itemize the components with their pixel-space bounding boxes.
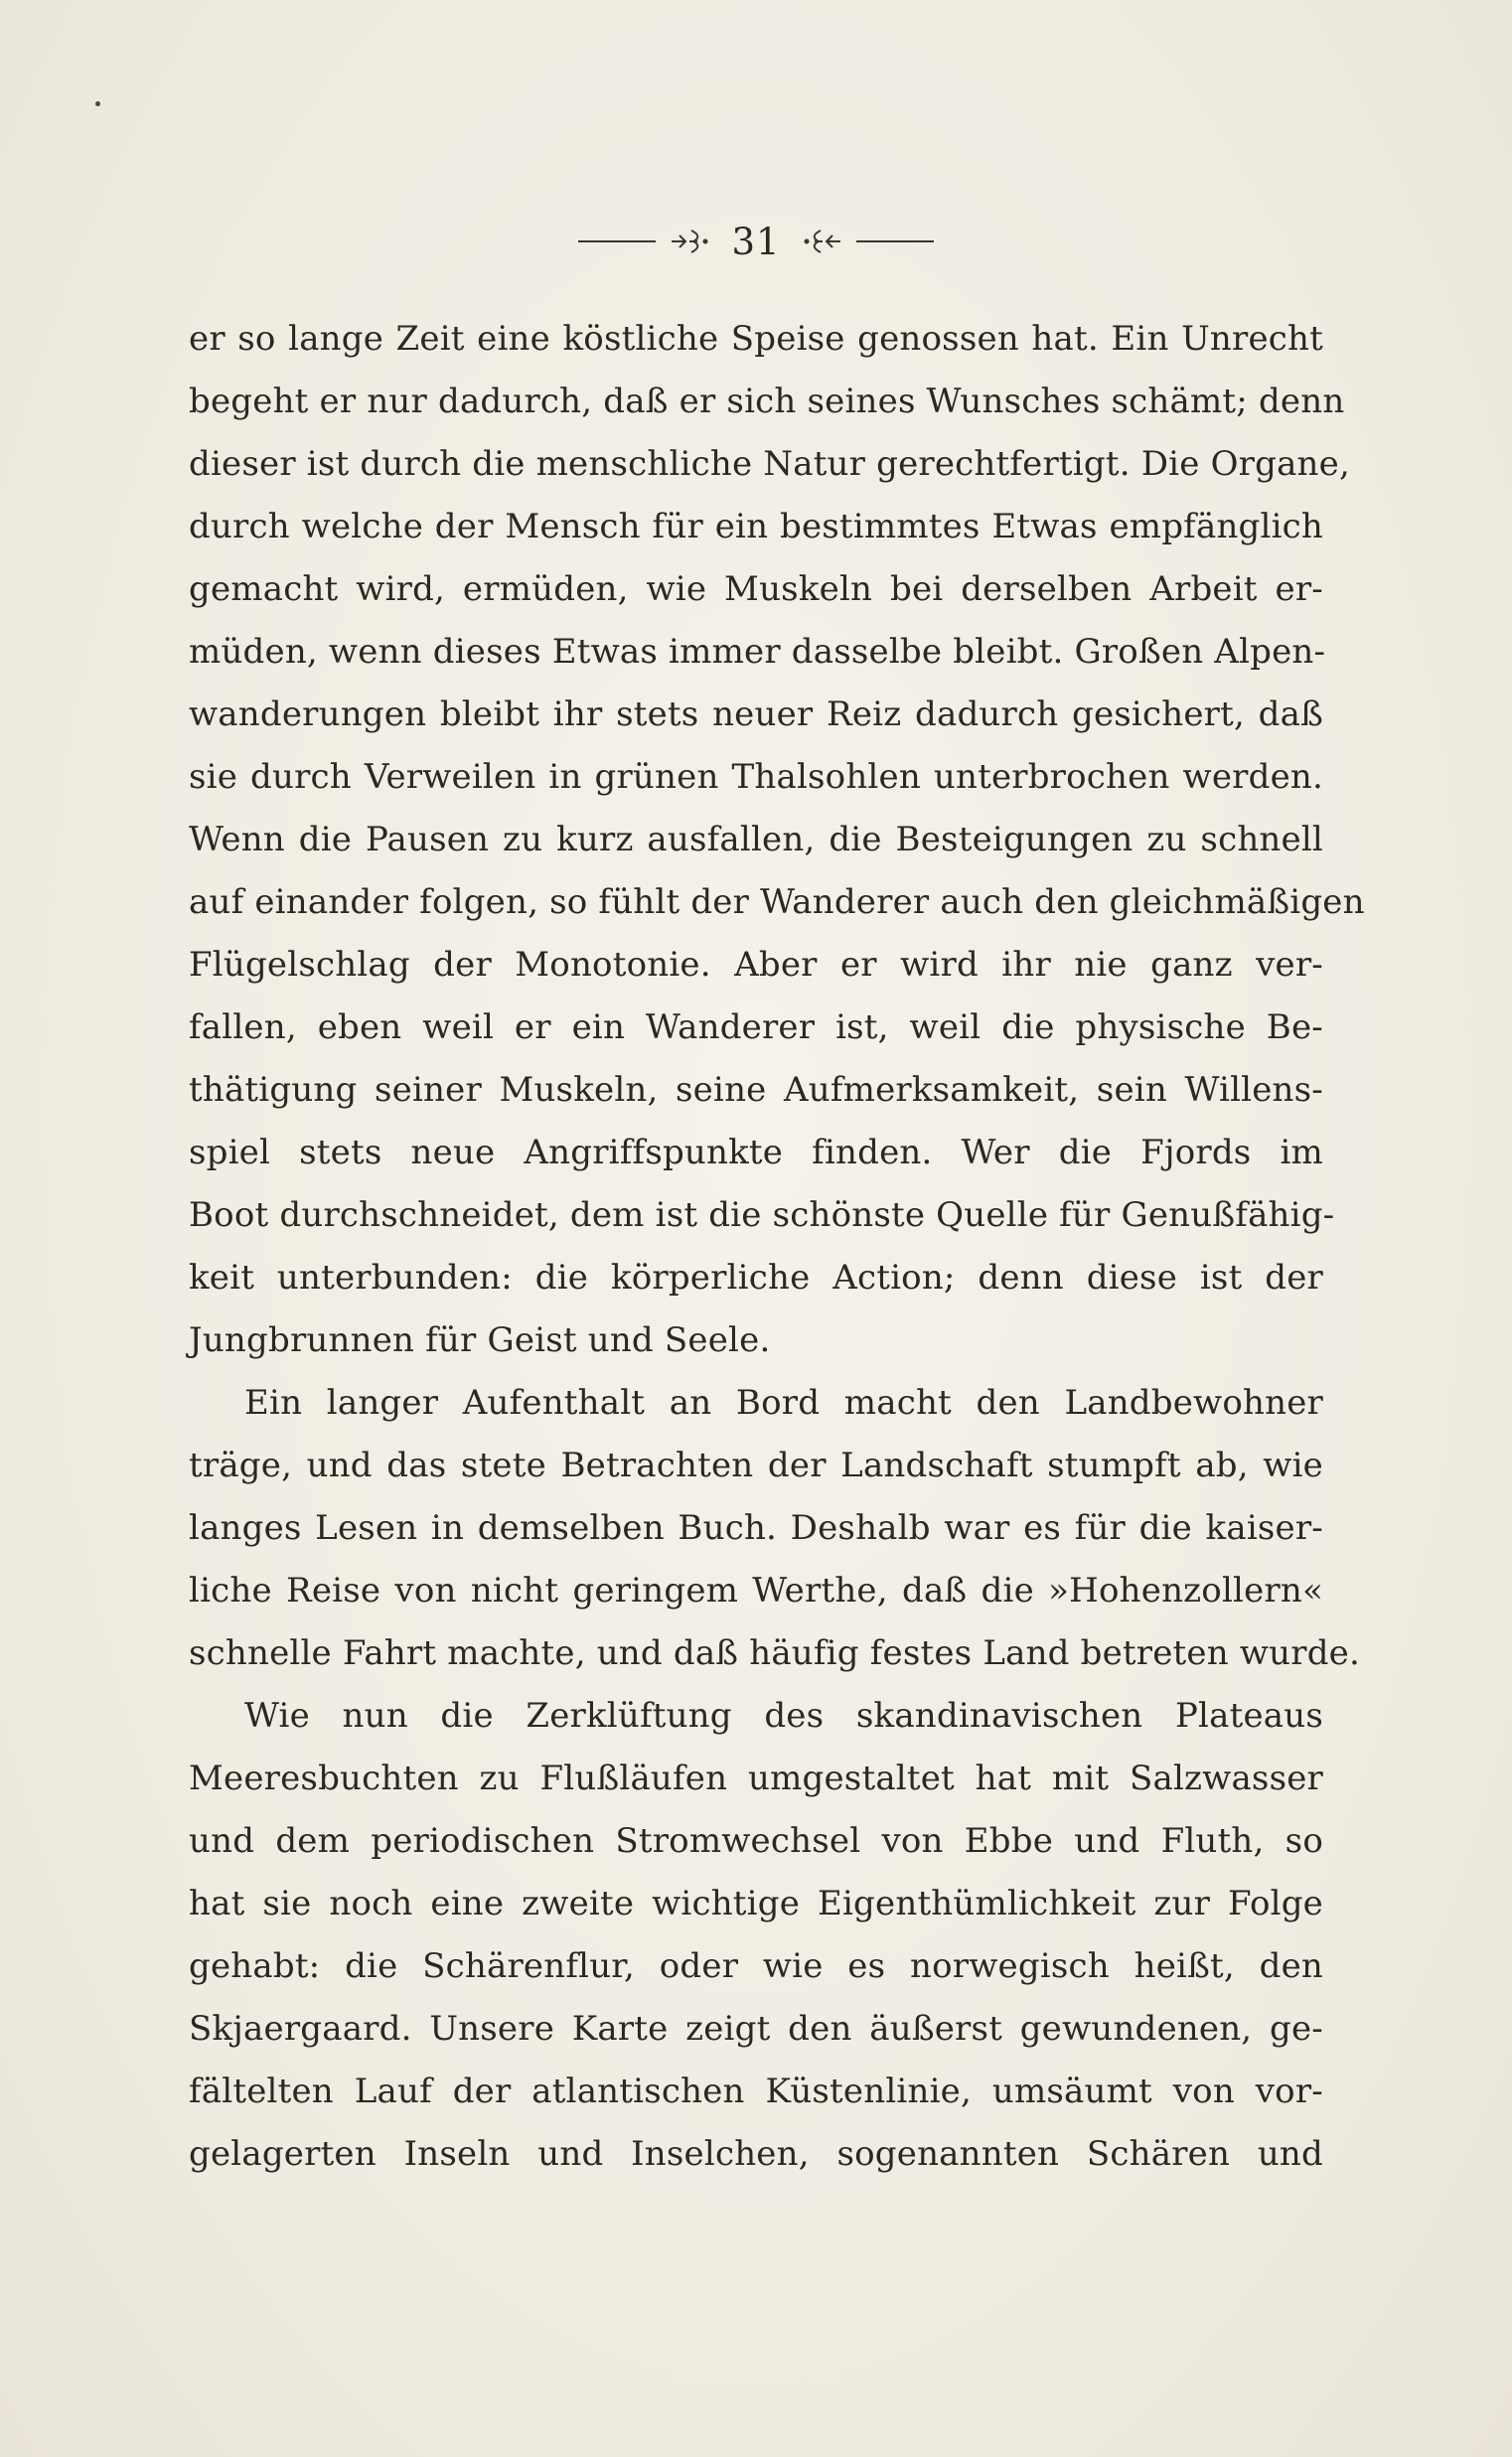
text-line: träge, und das stete Betrachten der Landschaft stumpft ab, wie: [189, 1446, 1323, 1485]
text-line: keit unterbunden: die körperliche Action; denn diese ist der: [189, 1258, 1323, 1298]
text-line: fältelten Lauf der atlantischen Küstenlinie, umsäumt von vor-: [189, 2072, 1323, 2111]
text-line: fallen, eben weil er ein Wanderer ist, weil die physische Be-: [189, 1007, 1323, 1047]
text-line: schnelle Fahrt machte, und daß häufig festes Land betreten wurde.: [189, 1633, 1360, 1673]
header-rule-left: [578, 240, 656, 242]
text-line: Boot durchschneidet, dem ist die schönste Quelle für Genußfähig-: [189, 1195, 1335, 1235]
page-header: [0, 217, 1512, 266]
text-line: hat sie noch eine zweite wichtige Eigenthümlichkeit zur Folge: [189, 1884, 1323, 1923]
text-line: thätigung seiner Muskeln, seine Aufmerksamkeit, sein Willens-: [189, 1070, 1323, 1110]
text-line: langes Lesen in demselben Buch. Deshalb war es für die kaiser-: [189, 1508, 1323, 1548]
text-line: er so lange Zeit eine köstliche Speise genossen hat. Ein Unrecht: [189, 319, 1323, 359]
text-line: Jungbrunnen für Geist und Seele.: [189, 1320, 771, 1360]
body-text: [189, 308, 1365, 2186]
text-line: Ein langer Aufenthalt an Bord macht den Landbewohner: [244, 1383, 1323, 1423]
text-line: Skjaergaard. Unsere Karte zeigt den äußerst gewundenen, ge-: [189, 2009, 1323, 2049]
text-line: begeht er nur dadurch, daß er sich seines Wunsches schämt; denn: [189, 382, 1345, 421]
text-line: müden, wenn dieses Etwas immer dasselbe bleibt. Großen Alpen-: [189, 632, 1326, 672]
text-line: spiel stets neue Angriffspunkte finden. Wer die Fjords im: [189, 1133, 1323, 1172]
text-line: gehabt: die Schärenflur, oder wie es norwegisch heißt, den: [189, 1946, 1323, 1986]
text-line: Wie nun die Zerklüftung des skandinavischen Plateaus: [244, 1696, 1323, 1736]
text-line: Meeresbuchten zu Flußläufen umgestaltet hat mit Salzwasser: [189, 1759, 1323, 1798]
text-line: liche Reise von nicht geringem Werthe, daß die »Hohenzollern«: [189, 1571, 1323, 1611]
text-line: auf einander folgen, so fühlt der Wanderer auch den gleichmäßigen: [189, 882, 1365, 922]
header-rule-right: [856, 240, 934, 242]
page-number: 31: [731, 220, 781, 263]
text-line: und dem periodischen Stromwechsel von Ebbe und Fluth, so: [189, 1821, 1323, 1861]
text-line: Wenn die Pausen zu kurz ausfallen, die Besteigungen zu schnell: [189, 820, 1323, 859]
text-line: gemacht wird, ermüden, wie Muskeln bei derselben Arbeit er-: [189, 569, 1323, 609]
text-line: sie durch Verweilen in grünen Thalsohlen unterbrochen werden.: [189, 757, 1323, 797]
text-line: wanderungen bleibt ihr stets neuer Reiz dadurch gesichert, daß: [189, 694, 1323, 734]
text-line: Flügelschlag der Monotonie. Aber er wird ihr nie ganz ver-: [189, 945, 1323, 985]
text-line: durch welche der Mensch für ein bestimmtes Etwas empfänglich: [189, 507, 1323, 546]
ink-speck: [95, 101, 100, 106]
ornament-right-icon: [801, 227, 842, 256]
ornament-left-icon: [670, 227, 711, 256]
text-line: dieser ist durch die menschliche Natur gerechtfertigt. Die Organe,: [189, 444, 1350, 484]
text-line: gelagerten Inseln und Inselchen, sogenannten Schären und: [189, 2134, 1323, 2174]
